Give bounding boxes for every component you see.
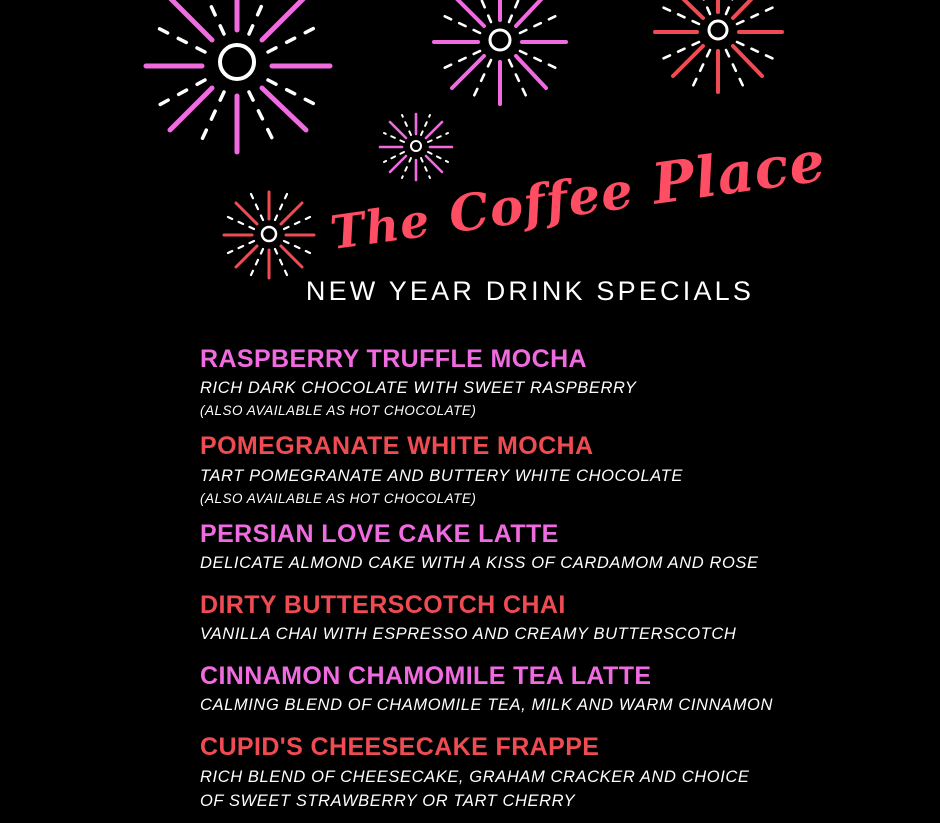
menu-item-note: (ALSO AVAILABLE AS HOT CHOCOLATE) <box>200 490 477 506</box>
menu-item-note: (ALSO AVAILABLE AS HOT CHOCOLATE) <box>200 403 477 419</box>
menu-item-description: RICH BLEND OF CHEESECAKE, GRAHAM CRACKER AND CHOICE <box>200 767 750 786</box>
firework-small-center <box>380 114 452 180</box>
menu-item-name: CUPID'S CHEESECAKE FRAPPE <box>200 733 600 762</box>
menu-item-name: PERSIAN LOVE CAKE LATTE <box>200 519 559 548</box>
firework-top-center <box>434 0 566 104</box>
firework-large-left <box>146 0 330 152</box>
menu-item-name: POMEGRANATE WHITE MOCHA <box>200 432 594 461</box>
menu-item-name: DIRTY BUTTERSCOTCH CHAI <box>200 591 566 620</box>
poster-subtitle: NEW YEAR DRINK SPECIALS <box>305 276 755 306</box>
menu-item <box>200 590 900 647</box>
brand-word-the: The <box>327 192 434 261</box>
menu-item-description: VANILLA CHAI WITH ESPRESSO AND CREAMY BUTTERSCOTCH <box>200 625 737 644</box>
menu-item-description: TART POMEGRANATE AND BUTTERY WHITE CHOCOLATE <box>200 466 683 485</box>
brand-word-place: Place <box>647 128 830 218</box>
menu-item <box>200 344 900 421</box>
menu-item <box>200 431 900 508</box>
drink-specials-list <box>200 344 900 823</box>
menu-item-description: DELICATE ALMOND CAKE WITH A KISS OF CARDAMOM AND ROSE <box>200 554 759 573</box>
menu-item-description: RICH DARK CHOCOLATE WITH SWEET RASPBERRY <box>200 379 637 398</box>
brand-word-coffee: Coffee <box>445 160 638 245</box>
menu-item-description-line2: OF SWEET STRAWBERRY OR TART CHERRY <box>200 791 576 810</box>
menu-item-name: CINNAMON CHAMOMILE TEA LATTE <box>200 662 652 691</box>
menu-item <box>200 519 900 576</box>
brand-title <box>326 128 830 287</box>
menu-item-name: RASPBERRY TRUFFLE MOCHA <box>200 345 587 373</box>
firework-lower-left <box>224 192 314 278</box>
menu-item <box>200 661 900 718</box>
menu-item-description: CALMING BLEND OF CHAMOMILE TEA, MILK AND WARM CINNAMON <box>200 696 773 715</box>
menu-item <box>200 732 900 813</box>
firework-top-right <box>655 0 782 92</box>
